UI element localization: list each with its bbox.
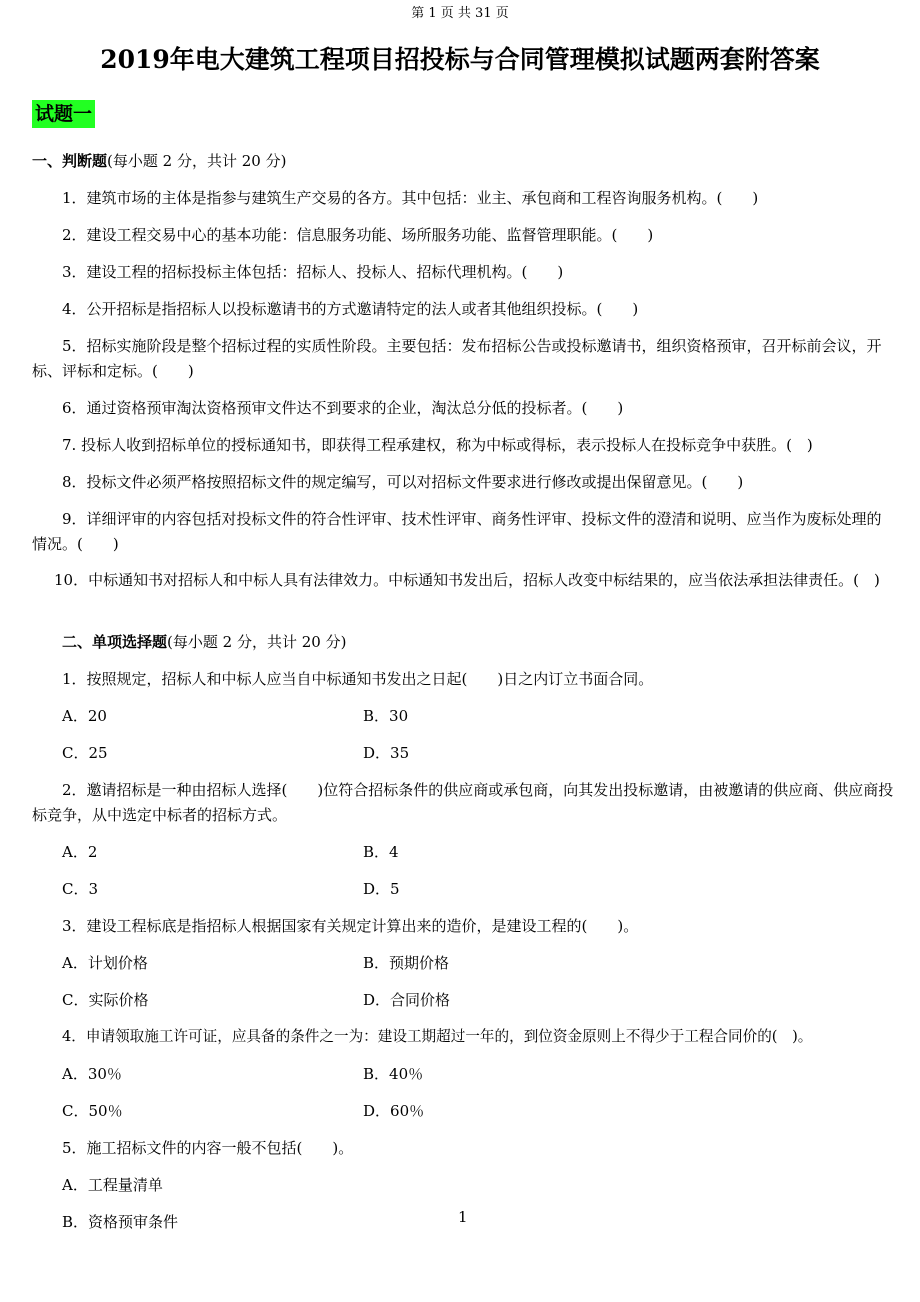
page-header: 第 1 页 共 31 页 bbox=[411, 6, 509, 21]
judge-item: 5．招标实施阶段是整个招标过程的实质性阶段。主要包括：发布招标公告或投标邀请书，组织资格预审，召开标前会议，开标、评标和定标。( ) bbox=[32, 337, 882, 380]
choice-option: A．工程量清单 bbox=[62, 1176, 163, 1194]
judge-item: 6．通过资格预审淘汰资格预审文件达不到要求的企业，淘汰总分低的投标者。( ) bbox=[62, 399, 624, 417]
judge-item: 9．详细评审的内容包括对投标文件的符合性评审、技术性评审、商务性评审、投标文件的澄清和说明、应当作为废标处理的情况。( ) bbox=[32, 510, 882, 553]
choice-option: B．4 bbox=[363, 843, 399, 861]
judge-item: 4．公开招标是指招标人以投标邀请书的方式邀请特定的法人或者其他组织投标。( ) bbox=[62, 300, 639, 318]
choice-question: 2．邀请招标是一种由招标人选择( )位符合招标条件的供应商或承包商，向其发出投标邀请，由被邀请的供应商、供应商投标竞争，从中选定中标者的招标方式。 bbox=[32, 781, 894, 824]
section-heading-text: 一、判断题 bbox=[32, 152, 108, 170]
judge-item: 8．投标文件必须严格按照招标文件的规定编写，可以对招标文件要求进行修改或提出保留意见。( ) bbox=[62, 473, 744, 491]
choice-question: 4．申请领取施工许可证，应具备的条件之一为：建设工期超过一年的，到位资金原则上不得少于工程合同价的( )。 bbox=[62, 1028, 813, 1045]
choice-option: A．2 bbox=[62, 843, 98, 861]
judge-item: 7. 投标人收到招标单位的授标通知书，即获得工程承建权，称为中标或得标，表示投标人在投标竞争中获胜。( ) bbox=[62, 436, 813, 454]
choice-option: B．40％ bbox=[363, 1065, 424, 1083]
choice-option: D．合同价格 bbox=[363, 991, 451, 1009]
choice-option: D．5 bbox=[363, 880, 400, 898]
judge-item: 10．中标通知书对招标人和中标人具有法律效力。中标通知书发出后，招标人改变中标结果的，应当依法承担法律责任。( ) bbox=[54, 571, 880, 589]
choice-option: A．计划价格 bbox=[62, 954, 148, 972]
section-heading-judgement bbox=[32, 151, 286, 171]
choice-option: C．3 bbox=[62, 880, 99, 898]
judge-item: 1．建筑市场的主体是指参与建筑生产交易的各方。其中包括：业主、承包商和工程咨询服务机构。( ) bbox=[62, 189, 759, 207]
choice-option: C．25 bbox=[62, 744, 108, 762]
section-heading-note: (每小题 2 分，共计 20 分) bbox=[107, 152, 287, 170]
judge-item: 2．建设工程交易中心的基本功能：信息服务功能、场所服务功能、监督管理职能。( ) bbox=[62, 226, 654, 244]
section-heading-choice bbox=[62, 632, 346, 652]
choice-option: A．20 bbox=[62, 707, 107, 725]
set-label-highlight: 试题一 bbox=[32, 100, 95, 128]
choice-option: D．35 bbox=[363, 744, 410, 762]
document-title: 2019年电大建筑工程项目招投标与合同管理模拟试题两套附答案 bbox=[100, 45, 820, 74]
choice-option: B．资格预审条件 bbox=[62, 1213, 179, 1231]
section-heading-note: (每小题 2 分，共计 20 分) bbox=[167, 633, 347, 651]
section-heading-text: 二、单项选择题 bbox=[62, 633, 168, 651]
choice-question: 3．建设工程标底是指招标人根据国家有关规定计算出来的造价，是建设工程的( )。 bbox=[62, 917, 639, 935]
choice-option: B．预期价格 bbox=[363, 954, 450, 972]
choice-option: C．50％ bbox=[62, 1102, 123, 1120]
choice-option: C．实际价格 bbox=[62, 991, 149, 1009]
judge-item: 3．建设工程的招标投标主体包括：招标人、投标人、招标代理机构。( ) bbox=[62, 263, 564, 281]
choice-option: B．30 bbox=[363, 707, 409, 725]
choice-question: 5．施工招标文件的内容一般不包括( )。 bbox=[62, 1139, 354, 1157]
choice-option: D．60％ bbox=[363, 1102, 425, 1120]
choice-option: A．30％ bbox=[62, 1065, 122, 1083]
choice-question: 1．按照规定，招标人和中标人应当自中标通知书发出之日起( )日之内订立书面合同。 bbox=[62, 670, 654, 688]
page-number: 1 bbox=[458, 1208, 468, 1226]
